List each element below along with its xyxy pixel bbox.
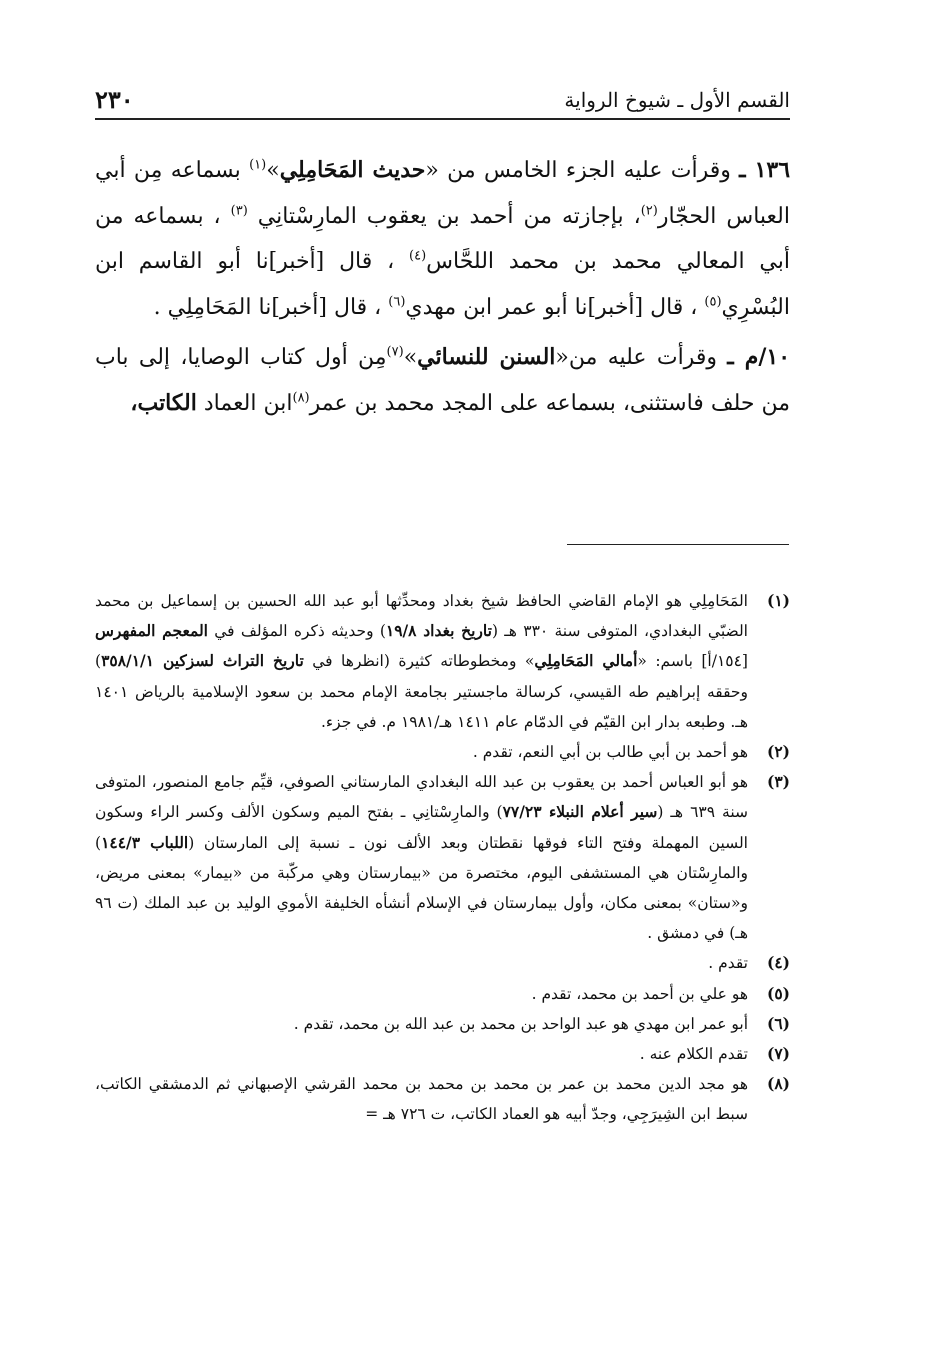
footnote-text — [95, 586, 748, 737]
footnote-2 — [95, 737, 790, 767]
source-citation: اللباب ١٤٤/٣ — [101, 832, 189, 852]
footnote-ref[interactable]: (٦) — [388, 294, 406, 310]
footnote-number: (٦) — [766, 1013, 790, 1033]
name-highlight: الكاتب، — [130, 389, 197, 416]
source-citation: أمالي المَحَامِلِي — [534, 651, 638, 671]
footnote-6 — [95, 1009, 790, 1039]
text-run: » — [403, 345, 418, 370]
footnote-ref[interactable]: (١) — [249, 157, 267, 173]
text-run: بسماعه مِن أبي العباس الحجّار — [95, 158, 790, 229]
paragraph-136 — [95, 148, 790, 330]
footnote-ref[interactable]: (٣) — [230, 203, 248, 219]
footnote-text: أبو عمر ابن مهدي هو عبد الواحد بن محمد بن عبد الله بن محمد، تقدم . — [293, 1014, 748, 1033]
footnote-ref[interactable]: (٢) — [640, 203, 658, 219]
text-run: ) وحققه إبراهيم طه القيسي، كرسالة ماجستير بجامعة الإمام محمد بن سعود الإسلامية بالرياض ١٤٠١ هـ. وطبعه بدار ابن القيّم في الدمّام عام ١٤١١ هـ/١٩٨١ م. في جزء. — [95, 652, 748, 731]
footnote-ref[interactable]: (٥) — [704, 294, 722, 310]
running-title: القسم الأول ـ شيوخ الرواية — [564, 88, 790, 112]
footnote-number: (٨) — [766, 1074, 790, 1094]
footnote-number: (٥) — [766, 983, 790, 1003]
text-run: ، بإجازته من أحمد بن يعقوب المارِسْتانِي — [247, 203, 641, 229]
source-citation: تاريخ بغداد ١٩/٨ — [385, 621, 492, 641]
text-run: » — [266, 158, 280, 183]
text-run: [١٥٤/أ] باسم: « — [637, 652, 748, 671]
text-run: وقرأت عليه من« — [555, 345, 728, 370]
text-run: المَحَامِلِي هو الإمام القاضي الحافظ شيخ بغداد ومحدِّثها أبو عبد الله الحسين بن إسماعيل بن محمد الضبّي البغدادي، المتوفى سنة ٣٣٠ هـ ( — [95, 592, 748, 641]
footnote-text — [95, 767, 748, 948]
footnote-number: (٣) — [766, 772, 790, 792]
footnote-1 — [95, 586, 790, 737]
text-run: هو أبو العباس أحمد بن يعقوب بن عبد الله البغدادي المارستاني الصوفي، قيِّم جامع المنصور، المتوفى سنة ٦٣٩ هـ ( — [95, 773, 749, 822]
text-run: مِن أول كتاب الوصايا، إلى باب من حلف فاستثنى، بسماعه على المجد محمد بن عمر — [95, 345, 790, 416]
footnote-text: هو مجد الدين محمد بن عمر بن محمد بن محمد بن محمد القرشي الإصبهاني ثم الدمشقي الكاتب، سبط ابن الشِيرَجِي، وجدّ أبيه هو العماد الكاتب، ت ٧٢٦ هـ = — [95, 1075, 748, 1124]
source-citation: سير أعلام النبلاء ٧٧/٢٣ — [502, 802, 658, 822]
footnotes — [95, 586, 790, 1130]
page-number: ٢٣٠ — [95, 85, 134, 114]
footnote-text: هو علي بن أحمد بن محمد، تقدم . — [531, 984, 748, 1003]
footnote-separator — [567, 544, 789, 545]
text-run: » ومخطوطاته كثيرة (انظرها في — [303, 652, 535, 671]
text-run: ) والمارِسْتانِي ـ بفتح الميم وسكون الألف وكسر الراء وسكون السين المهملة وفتح التاء فوقها نقطتان وبعد الألف نون ـ نسبة إلى المارستان ( — [95, 803, 748, 852]
paragraph-number: ١٠/م ـ — [727, 344, 791, 370]
page-header — [95, 80, 790, 120]
text-run: ابن العماد — [196, 390, 293, 416]
footnote-number: (١) — [766, 591, 790, 610]
main-text — [95, 148, 790, 431]
footnote-ref[interactable]: (٧) — [386, 344, 404, 360]
footnote-5 — [95, 979, 790, 1009]
footnote-4 — [95, 948, 790, 978]
source-citation: المعجم المفهرس — [95, 621, 208, 641]
footnote-ref[interactable]: (٨) — [292, 390, 310, 406]
text-run: ) وحديثه ذكره المؤلف في — [207, 622, 386, 641]
text-run: وقرأت عليه الجزء الخامس من « — [425, 158, 740, 183]
footnote-number: (٢) — [766, 742, 790, 762]
footnote-7 — [95, 1039, 790, 1069]
footnote-8 — [95, 1069, 790, 1129]
text-run: ، قال [أخبر]نا المَحَامِلِي . — [153, 294, 389, 320]
text-run: ، قال [أخبر]نا أبو القاسم ابن البُسْرِي — [95, 249, 790, 320]
book-title: حديث المَحَامِلِي — [279, 157, 426, 183]
text-run: ، بسماعه من أبي المعالي محمد بن محمد اللحَّاس — [95, 203, 790, 274]
footnote-text: هو أحمد بن أبي طالب بن أبي النعم، تقدم . — [472, 743, 748, 762]
footnote-number: (٤) — [766, 953, 790, 973]
footnote-ref[interactable]: (٤) — [409, 248, 427, 264]
paragraph-10m — [95, 335, 790, 426]
footnote-3 — [95, 767, 790, 948]
source-citation: تاريخ التراث لسزكين ٣٥٨/١/١ — [101, 651, 304, 671]
text-run: ) والمارِسْتان هي المستشفى اليوم، مختصرة من «بيمارستان وهي مركّبة من «بيمار» بمعنى مريض، و«ستان» بمعنى مكان، وأول بيمارستان في الإسلام أنشأه الخليفة الأموي الوليد بن عبد الملك (ت ٩٦ هـ) في دمشق . — [95, 833, 748, 943]
footnote-text: تقدم . — [708, 954, 748, 973]
book-title: السنن للنسائي — [417, 344, 556, 370]
footnote-number: (٧) — [766, 1044, 790, 1064]
footnote-text: تقدم الكلام عنه . — [639, 1045, 748, 1064]
paragraph-number: ١٣٦ ـ — [739, 157, 791, 183]
text-run: ، قال [أخبر]نا أبو عمر ابن مهدي — [405, 294, 705, 320]
